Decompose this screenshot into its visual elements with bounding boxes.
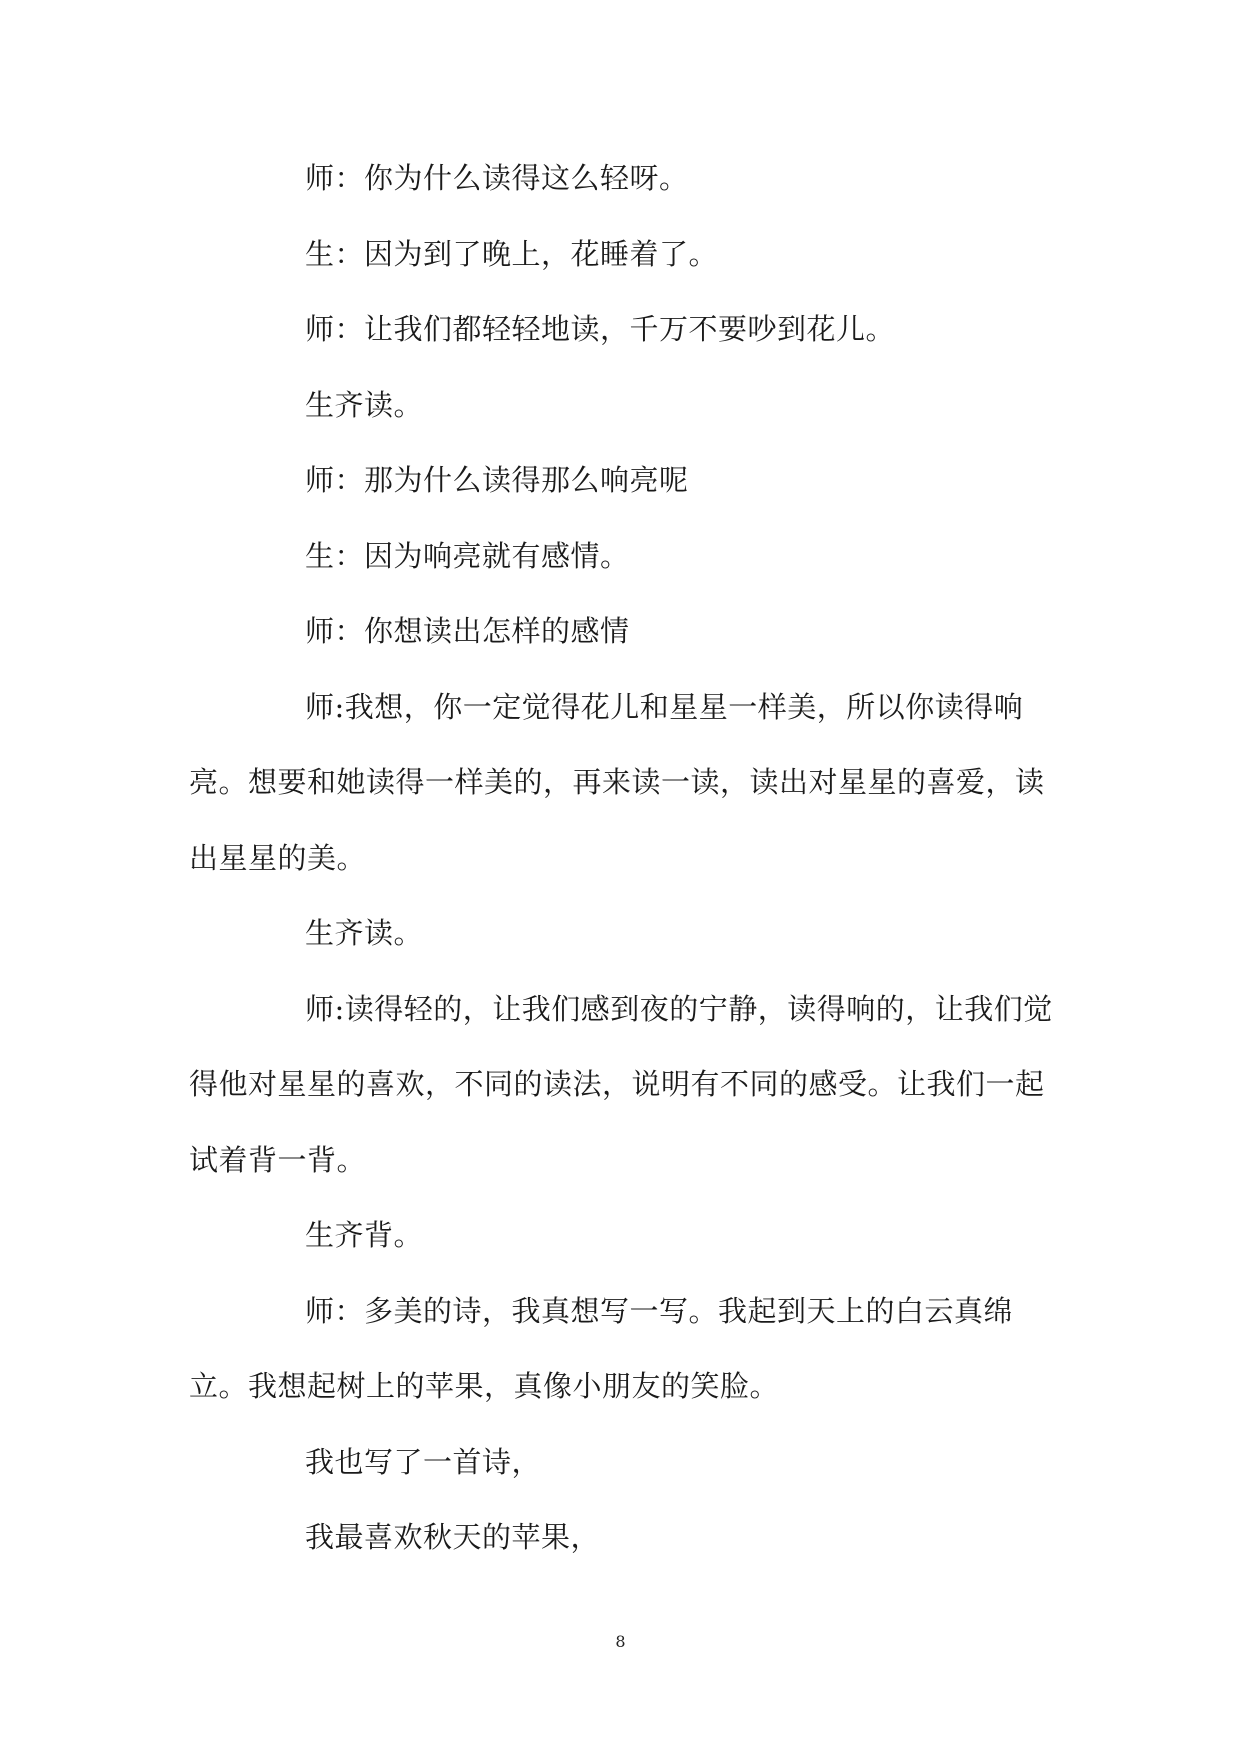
paragraph: 生齐读。	[305, 387, 424, 422]
paragraph: 我也写了一首诗，	[305, 1444, 542, 1479]
paragraph: 师：多美的诗，我真想写一写。我起到天上的白云真绵立。我想起树上的苹果，真像小朋友的笑脸。	[189, 1293, 1014, 1403]
paragraph: 生齐背。	[305, 1218, 424, 1252]
paragraph: 师：你为什么读得这么轻呀。	[305, 161, 689, 195]
paragraph: 生：因为响亮就有感情。	[305, 538, 630, 573]
paragraph: 师:我想，你一定觉得花儿和星星一样美，所以你读得响亮。想要和她读得一样美的，再来读一读，读出对星星的喜爱，读出星星的美。	[189, 689, 1045, 875]
body-text	[189, 141, 1069, 1576]
paragraph: 生：因为到了晚上，花睡着了。	[305, 236, 719, 271]
paragraph: 生齐读。	[305, 916, 424, 950]
paragraph: 师:读得轻的，让我们感到夜的宁静，读得响的，让我们觉得他对星星的喜欢，不同的读法，说明有不同的感受。让我们一起试着背一背。	[189, 991, 1053, 1177]
page-number: 8	[615, 1632, 626, 1651]
paragraph: 师：那为什么读得那么响亮呢	[305, 463, 689, 497]
paragraph: 师：你想读出怎样的感情	[305, 614, 630, 648]
paragraph: 师：让我们都轻轻地读，千万不要吵到花儿。	[305, 312, 896, 346]
paragraph: 我最喜欢秋天的苹果，	[305, 1520, 601, 1554]
